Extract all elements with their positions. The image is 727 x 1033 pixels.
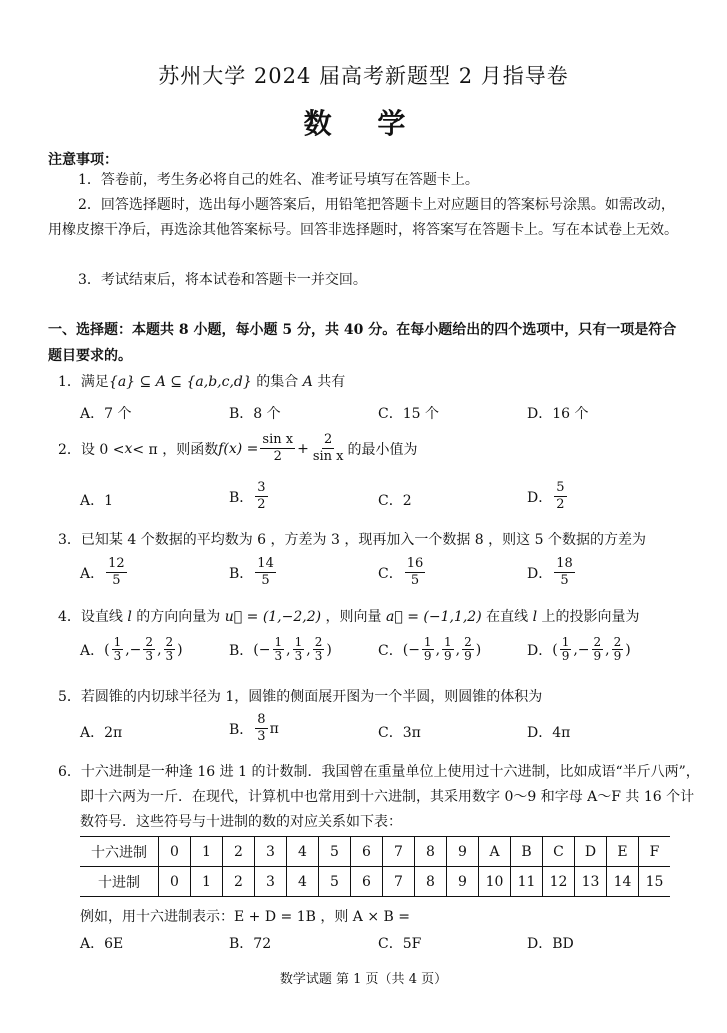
q6-option-b-label: B． <box>229 936 254 952</box>
q2-option-a[interactable] <box>80 490 113 510</box>
q3-option-d-label: D． <box>527 565 553 582</box>
q5-option-c-text: 3π <box>402 725 421 741</box>
q4-option-d[interactable] <box>527 636 631 663</box>
q4-option-b-frac-1-num: 1 <box>274 635 283 649</box>
q4-option-c[interactable] <box>378 636 481 663</box>
q4-option-c-s2: , <box>435 641 441 658</box>
q1-post: 的集合 <box>251 374 303 390</box>
table-cell: E <box>607 837 639 867</box>
q3-option-b-den: 5 <box>261 573 270 588</box>
q4-option-a-frac-1-num: 1 <box>113 635 122 649</box>
q4-option-b-frac-3-den: 3 <box>314 649 323 663</box>
table-cell: 7 <box>383 867 415 897</box>
q2-option-a-label: A． <box>80 493 105 509</box>
q2-frac-1 <box>260 432 295 465</box>
q4-option-a-s2: ,− <box>125 641 142 658</box>
q4-option-b-s1: − <box>258 641 271 658</box>
q1-option-a-label: A． <box>80 406 105 422</box>
q5-option-c-label: C． <box>378 725 403 741</box>
table-cell: 14 <box>607 867 639 897</box>
q2-option-b[interactable] <box>229 480 270 513</box>
q4-option-c-frac-2-den: 9 <box>444 649 452 663</box>
table-cell: 3 <box>255 867 287 897</box>
q4-option-a-label: A． <box>80 642 105 659</box>
q5-option-a-text: 2π <box>104 725 123 741</box>
notice-heading: 注意事项： <box>48 152 118 168</box>
q4-mid: 的方向向量为 <box>131 609 225 625</box>
page-footer: 数学试题 第 1 页（共 4 页） <box>279 972 448 987</box>
q4-option-b[interactable] <box>229 636 332 663</box>
q3-option-a-num: 12 <box>108 556 125 571</box>
q2-frac-1-den: 2 <box>273 449 282 464</box>
q4-option-d-frac-3-den: 9 <box>613 649 622 663</box>
q3-option-d[interactable] <box>527 556 577 589</box>
q3-text: 已知某 4 个数据的平均数为 6 ，方差为 3 ，现再加入一个数据 8 ，则这 5 个数据的方差为 <box>80 532 646 548</box>
q1-option-c-label: C． <box>378 406 403 422</box>
q3-option-d-den: 5 <box>560 573 569 588</box>
table-row <box>80 867 670 897</box>
q1-A: A <box>155 374 166 390</box>
q4-u: u⃗ = (1,−2,2) <box>224 609 322 625</box>
q5-option-b-label: B． <box>229 721 254 738</box>
question-3 <box>58 529 646 549</box>
q5-option-b[interactable] <box>229 712 279 745</box>
table-cell: 7 <box>383 837 415 867</box>
q5-option-a-label: A． <box>80 725 105 741</box>
q2-frac-2-den: sin x <box>312 449 344 464</box>
q5-option-b-num: 8 <box>257 712 266 727</box>
q2-option-b-den: 2 <box>257 497 266 512</box>
section-1-heading <box>48 317 688 369</box>
q6-option-b-text: 72 <box>253 936 272 952</box>
q4-option-d-close: ) <box>625 641 631 658</box>
q4-option-d-open: ( <box>552 641 558 658</box>
q4-option-b-s3: , <box>306 641 311 658</box>
q6-option-a[interactable] <box>80 933 123 953</box>
q4-option-c-frac-1-den: 9 <box>423 649 432 663</box>
q2-option-c-label: C． <box>378 493 403 509</box>
q4-post: 上的投影向量为 <box>537 609 640 625</box>
table-cell: 2 <box>223 867 255 897</box>
q4-option-a-open: ( <box>104 641 110 658</box>
q1-set2: {a,b,c,d} <box>186 374 252 390</box>
q4-option-b-frac-3 <box>313 636 325 663</box>
q4-option-d-frac-3 <box>612 636 624 663</box>
q6-example: 例如，用十六进制表示：E + D = 1B ，则 A × B = <box>80 909 411 925</box>
table-cell: 2 <box>223 837 255 867</box>
q4-option-a-frac-3 <box>164 636 176 663</box>
q5-option-b-frac <box>255 712 267 745</box>
table-cell: 4 <box>287 867 319 897</box>
table-row-header: 十六进制 <box>80 837 159 867</box>
q2-option-b-num: 3 <box>257 480 266 495</box>
q1-pre: 满足 <box>80 374 109 390</box>
q2-option-d[interactable] <box>527 480 569 513</box>
table-cell: 9 <box>447 837 479 867</box>
q4-option-c-label: C． <box>378 642 403 659</box>
q2-option-a-text: 1 <box>104 493 114 509</box>
q2-pre: 设 0 < <box>80 441 125 458</box>
q5-option-b-den: 3 <box>257 729 266 744</box>
table-cell: 6 <box>351 837 383 867</box>
q4-option-a-frac-3-den: 3 <box>165 649 174 663</box>
q1-option-a-text: 7 个 <box>104 406 132 422</box>
q4-option-c-frac-1-num: 1 <box>423 635 432 649</box>
q6-option-d[interactable] <box>527 933 574 953</box>
table-cell: 0 <box>159 837 191 867</box>
table-cell: 9 <box>447 867 479 897</box>
q2-x: x <box>124 440 133 457</box>
q3-option-b-num: 14 <box>257 556 274 571</box>
q4-option-a-frac-2-num: 2 <box>145 635 154 649</box>
q3-option-b-label: B． <box>229 565 254 582</box>
q3-option-c[interactable] <box>378 556 427 589</box>
q1-post2: 共有 <box>312 374 346 390</box>
q1-option-d-label: D． <box>527 406 553 422</box>
q4-option-d-s2: ,− <box>573 641 590 658</box>
q6-option-c-label: C． <box>378 936 403 952</box>
q4-option-d-label: D． <box>527 642 553 659</box>
q2-option-b-frac <box>255 480 267 513</box>
question-2 <box>58 432 417 465</box>
q4-a: a⃗ = (−1,1,2) <box>386 609 482 625</box>
q2-option-c-text: 2 <box>402 493 412 509</box>
q3-option-c-frac <box>405 556 426 589</box>
q6-option-b[interactable] <box>229 933 271 953</box>
q4-option-c-frac-3-den: 9 <box>464 649 472 663</box>
q2-frac-2 <box>311 432 346 465</box>
q4-option-c-frac-3-num: 2 <box>464 635 472 649</box>
notice-item-1: 1．答卷前，考生务必将自己的姓名、准考证号填写在答题卡上。 <box>78 172 479 188</box>
q2-mid: < π ，则函数 <box>132 441 219 458</box>
q1-number: 1． <box>58 374 81 390</box>
table-cell: 8 <box>415 837 447 867</box>
q4-pre: 设直线 <box>80 609 128 625</box>
q3-option-d-frac <box>554 556 575 589</box>
q6-option-c-text: 5F <box>402 936 422 952</box>
q4-option-d-frac-3-num: 2 <box>613 635 622 649</box>
table-cell: 13 <box>575 867 607 897</box>
q6-option-a-label: A． <box>80 936 105 952</box>
q6-option-c[interactable] <box>378 933 421 953</box>
table-cell: 1 <box>191 867 223 897</box>
q4-option-b-frac-3-num: 2 <box>314 635 323 649</box>
q4-option-c-close: ) <box>475 641 482 658</box>
q1-A2: A <box>302 374 313 390</box>
q5-option-d-text: 4π <box>552 725 571 741</box>
q5-option-d[interactable] <box>527 722 570 742</box>
question-5 <box>58 686 542 706</box>
q1-option-d[interactable] <box>527 403 589 423</box>
table-cell: 15 <box>639 867 671 897</box>
q4-option-b-close: ) <box>326 641 332 658</box>
notice-item-3: 3．考试结束后，将本试卷和答题卡一并交回。 <box>78 272 367 288</box>
q3-option-c-den: 5 <box>410 573 420 588</box>
q2-number: 2． <box>58 441 81 458</box>
q5-option-a[interactable] <box>80 722 122 742</box>
table-cell: 11 <box>511 867 543 897</box>
table-row <box>80 837 670 867</box>
q4-option-c-frac-2-num: 1 <box>444 635 452 649</box>
q2-option-d-den: 2 <box>556 497 565 512</box>
q1-subset2: ⊆ <box>165 374 187 390</box>
q5-option-b-post: π <box>269 720 279 737</box>
q6-option-d-label: D． <box>527 936 553 952</box>
q3-option-b[interactable] <box>229 556 278 589</box>
table-cell: C <box>543 837 575 867</box>
q1-option-b-label: B． <box>229 406 254 422</box>
table-row-header: 十进制 <box>80 867 159 897</box>
q4-option-b-s2: , <box>286 641 291 658</box>
q4-option-d-frac-1-den: 9 <box>561 649 570 663</box>
q4-option-b-frac-2-den: 3 <box>294 649 303 663</box>
q1-option-c-text: 15 个 <box>402 406 439 422</box>
q1-option-d-text: 16 个 <box>552 406 589 422</box>
q6-number: 6． <box>58 764 81 780</box>
q1-option-a[interactable] <box>80 403 131 423</box>
q2-frac-1-num: sin x <box>262 432 294 447</box>
section-1-heading-text: 一、选择题：本题共 8 小题，每小题 5 分，共 40 分。在每小题给出的四个选项中，只有一项是符合题目要求的。 <box>48 322 677 364</box>
hex-decimal-table <box>80 836 670 897</box>
q2-option-c[interactable] <box>378 490 412 510</box>
table-cell: 5 <box>319 867 351 897</box>
q4-option-c-s3: , <box>455 641 461 658</box>
q4-mid2: ，则向量 <box>321 609 386 625</box>
q4-option-a-frac-1-den: 3 <box>113 649 122 663</box>
subject-title: 数 学 <box>303 107 424 140</box>
q2-option-d-frac <box>554 480 566 513</box>
question-6 <box>58 760 702 835</box>
q2-option-d-label: D． <box>527 489 553 506</box>
q2-option-b-label: B． <box>229 489 254 506</box>
q5-option-c[interactable] <box>378 722 421 742</box>
table-cell: 6 <box>351 867 383 897</box>
q6-option-d-text: BD <box>552 936 574 952</box>
q3-option-d-num: 18 <box>556 556 573 571</box>
q1-option-c[interactable] <box>378 403 439 423</box>
q5-text: 若圆锥的内切球半径为 1，圆锥的侧面展开图为一个半圆，则圆锥的体积为 <box>80 689 543 705</box>
q4-option-d-frac-1-num: 1 <box>561 635 570 649</box>
q4-option-d-frac-2-den: 9 <box>593 649 602 663</box>
q2-post: 的最小值为 <box>347 441 418 458</box>
table-cell: 0 <box>159 867 191 897</box>
q5-number: 5． <box>58 689 81 705</box>
q4-l: l <box>127 609 132 625</box>
q4-number: 4． <box>58 609 81 625</box>
q4-mid3: 在直线 <box>481 609 533 625</box>
q2-plus: + <box>297 440 309 457</box>
q4-option-c-open: ( <box>402 641 409 658</box>
q4-option-b-frac-2-num: 1 <box>294 635 303 649</box>
q4-option-c-frac-2 <box>442 636 454 663</box>
q4-option-c-frac-1 <box>422 636 434 663</box>
table-cell: 3 <box>255 837 287 867</box>
q4-option-d-s3: , <box>605 641 610 658</box>
q4-option-c-s1: − <box>408 641 420 658</box>
q4-l2: l <box>532 609 538 625</box>
q4-option-c-frac-3 <box>462 636 474 663</box>
table-cell: 12 <box>543 867 575 897</box>
question-4 <box>58 606 640 626</box>
q4-option-a-frac-2-den: 3 <box>145 649 154 663</box>
q4-option-d-frac-2 <box>592 636 604 663</box>
q5-option-d-label: D． <box>527 725 553 741</box>
q3-option-a-label: A． <box>80 565 105 582</box>
table-cell: 4 <box>287 837 319 867</box>
q3-option-a-den: 5 <box>112 573 121 588</box>
q1-set1: {a} <box>108 374 136 390</box>
table-cell: 5 <box>319 837 351 867</box>
q2-frac-2-num: 2 <box>324 432 333 447</box>
q3-option-a-frac <box>106 556 127 589</box>
q6-text: 十六进制是一种逢 16 进 1 的计数制．我国曾在重量单位上使用过十六进制，比如成语“半斤八两”，即十六两为一斤．在现代，计算机中也常用到十六进制，其采用数字 0～9 和字母 A～F 共 16 个计数符号．这些符号与十进制的数的对应关系如下表： <box>80 764 700 830</box>
q4-option-b-label: B． <box>229 642 254 659</box>
question-1 <box>58 371 345 391</box>
table-cell: 8 <box>415 867 447 897</box>
q1-option-b[interactable] <box>229 403 281 423</box>
q1-option-b-text: 8 个 <box>253 406 281 422</box>
table-cell: 1 <box>191 837 223 867</box>
q3-option-c-label: C． <box>378 565 403 582</box>
q3-option-a[interactable] <box>80 556 129 589</box>
q4-option-a-frac-2 <box>143 636 155 663</box>
table-cell: B <box>511 837 543 867</box>
q2-fx: f(x) = <box>218 440 259 457</box>
exam-title: 苏州大学 2024 届高考新题型 2 月指导卷 <box>158 64 569 88</box>
q4-option-b-frac-1 <box>273 636 285 663</box>
q4-option-b-frac-2 <box>293 636 305 663</box>
q2-option-d-num: 5 <box>556 480 565 495</box>
table-cell: 10 <box>479 867 511 897</box>
q3-option-c-num: 16 <box>406 556 424 571</box>
q4-option-a-frac-1 <box>112 636 124 663</box>
q4-option-a-s3: , <box>157 641 162 658</box>
q4-option-b-frac-1-den: 3 <box>274 649 283 663</box>
q3-number: 3． <box>58 532 81 548</box>
q4-option-d-frac-2-num: 2 <box>593 635 602 649</box>
table-cell: A <box>479 837 511 867</box>
q6-option-a-text: 6E <box>104 936 124 952</box>
q4-option-a-close: ) <box>177 641 183 658</box>
q4-option-a[interactable] <box>80 636 183 663</box>
q4-option-a-frac-3-num: 2 <box>165 635 174 649</box>
table-cell: F <box>639 837 671 867</box>
q3-option-b-frac <box>255 556 276 589</box>
q1-subset: ⊆ <box>135 374 156 390</box>
q4-option-d-frac-1 <box>560 636 572 663</box>
notice-item-2: 2．回答选择题时，选出每小题答案后，用铅笔把答题卡上对应题目的答案标号涂黑。如需改动，用橡皮擦干净后，再选涂其他答案标号。回答非选择题时，将答案写在答题卡上。写在本试卷上无效。 <box>48 197 678 238</box>
q4-option-b-open: ( <box>253 641 259 658</box>
table-cell: D <box>575 837 607 867</box>
